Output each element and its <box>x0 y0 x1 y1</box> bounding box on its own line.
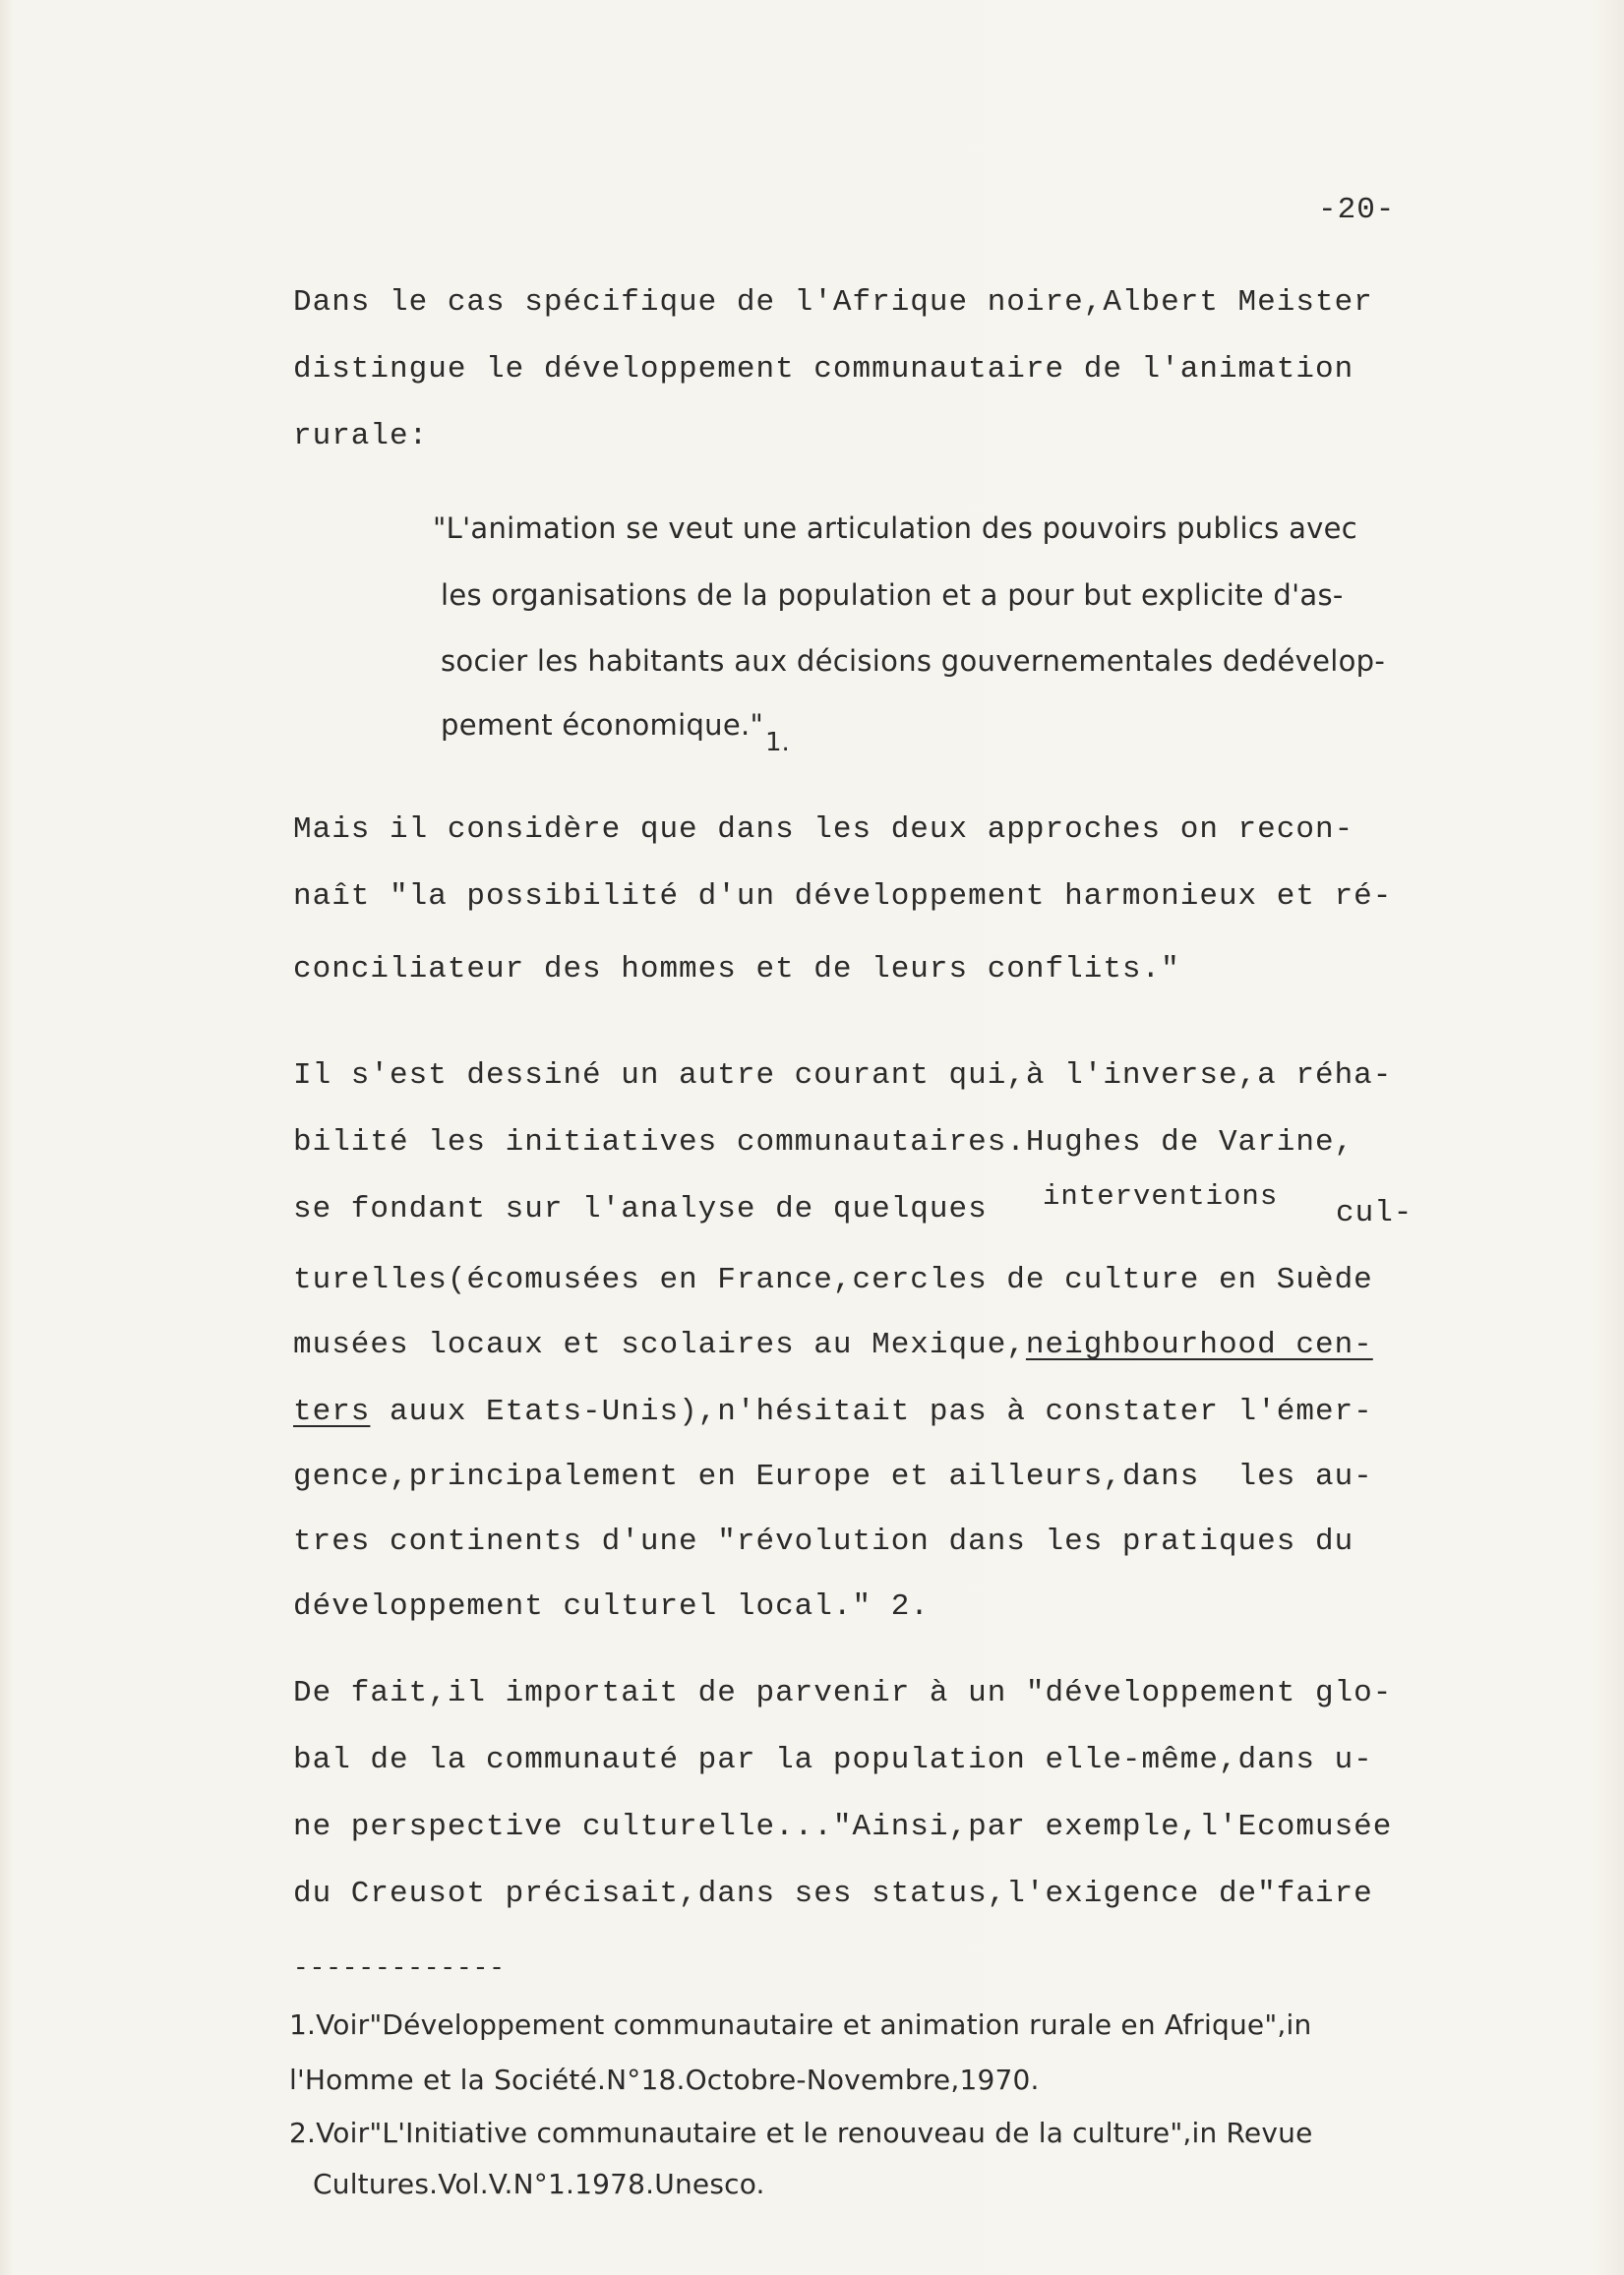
paragraph-3-line-6 <box>293 1395 1373 1429</box>
paragraph-4-line-3: ne perspective culturelle..."Ainsi,par exemple,l'Ecomusée <box>293 1810 1393 1844</box>
footnote-1-line-2: l'Homme et la Société.N°18.Octobre-Novembre,1970. <box>289 2064 1040 2096</box>
paragraph-1-line-1: Dans le cas spécifique de l'Afrique noire,Albert Meister <box>293 285 1373 320</box>
paragraph-3-line-8: tres continents d'une "révolution dans les pratiques du <box>293 1525 1354 1559</box>
footnote-2-line-1: 2.Voir"L'Initiative communautaire et le renouveau de la culture",in Revue <box>289 2117 1313 2149</box>
paragraph-3-line-1: Il s'est dessiné un autre courant qui,à l'inverse,a réha- <box>293 1058 1393 1093</box>
paragraph-3-line-2: bilité les initiatives communautaires.Hughes de Varine, <box>293 1125 1354 1160</box>
quote-footnote-ref: 1. <box>765 728 790 757</box>
paragraph-3-line-9: développement culturel local." 2. <box>293 1589 930 1624</box>
page-number: -20- <box>1318 193 1396 227</box>
footnote-1-line-1: 1.Voir"Développement communautaire et animation rurale en Afrique",in <box>289 2008 1312 2041</box>
footnote-separator: ------------- <box>293 1953 506 1983</box>
paragraph-4-line-1: De fait,il importait de parvenir à un "développement glo- <box>293 1676 1393 1710</box>
quote-line-3: socier les habitants aux décisions gouvernementales dedévelop- <box>441 644 1386 678</box>
quote-line-2: les organisations de la population et a pour but explicite d'as- <box>441 578 1344 612</box>
inserted-word: interventions <box>1043 1180 1279 1213</box>
paragraph-1-line-2: distingue le développement communautaire de l'animation <box>293 352 1354 387</box>
paragraph-4-line-4: du Creusot précisait,dans ses status,l'exigence de"faire <box>293 1877 1373 1911</box>
footnote-2-line-2: Cultures.Vol.V.N°1.1978.Unesco. <box>313 2168 765 2200</box>
paragraph-3-line-4: turelles(écomusées en France,cercles de culture en Suède <box>293 1263 1373 1297</box>
quote-line-1: "L'animation se veut une articulation des pouvoirs publics avec <box>433 511 1357 545</box>
paragraph-4-line-2: bal de la communauté par la population elle-même,dans u- <box>293 1743 1373 1777</box>
paragraph-3-line-3-end: cul- <box>1336 1196 1413 1230</box>
paragraph-3-line-3-start: se fondant sur l'analyse de quelques <box>293 1192 988 1227</box>
underlined-term-end: ters <box>293 1395 371 1429</box>
quote-line-4: pement économique." <box>441 708 764 742</box>
paragraph-3-line-6-text: auux Etats-Unis),n'hésitait pas à constater l'émer- <box>370 1395 1373 1429</box>
underlined-term: neighbourhood cen- <box>1025 1328 1373 1362</box>
paragraph-2-line-3: conciliateur des hommes et de leurs conflits." <box>293 952 1180 987</box>
paragraph-2-line-1: Mais il considère que dans les deux approches on recon- <box>293 812 1354 847</box>
paragraph-3-line-7: gence,principalement en Europe et ailleurs,dans les au- <box>293 1460 1373 1494</box>
paragraph-3-line-5-text: musées locaux et scolaires au Mexique, <box>293 1328 1026 1362</box>
paragraph-1-line-3: rurale: <box>293 419 429 453</box>
paragraph-3-line-5 <box>293 1328 1373 1362</box>
paragraph-2-line-2: naît "la possibilité d'un développement harmonieux et ré- <box>293 879 1393 914</box>
